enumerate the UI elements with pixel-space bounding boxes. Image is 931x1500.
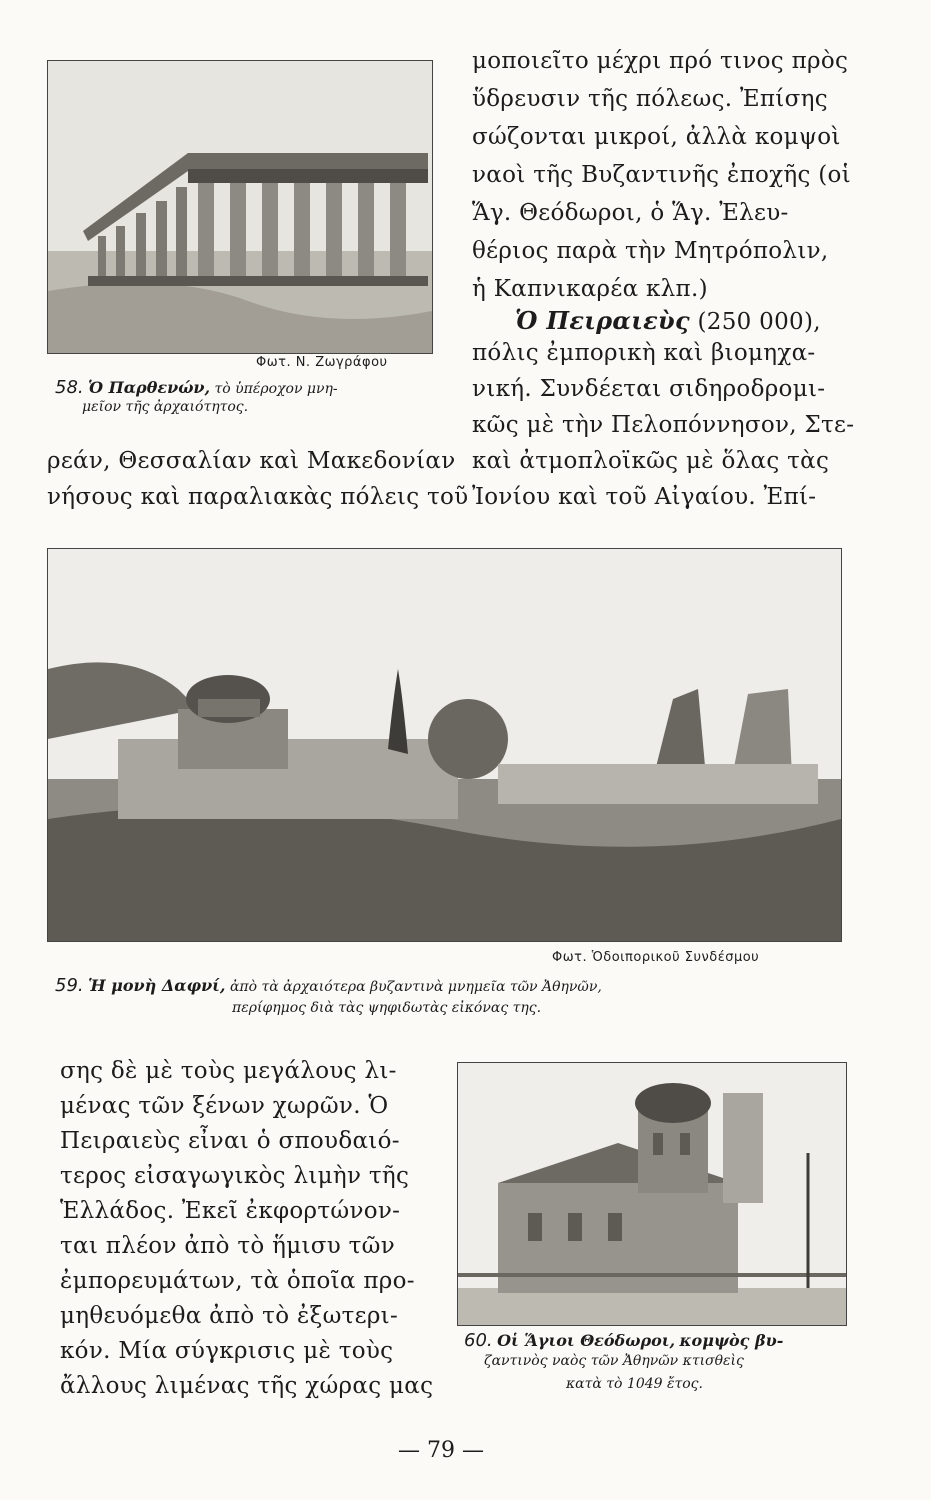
photo60-desc-line1: κομψὸς βυ- — [679, 1331, 784, 1350]
left-text-line: νήσους καὶ παραλιακὰς πόλεις τοῦ — [47, 484, 469, 510]
bottom-text-line: Ἑλλάδος. Ἐκεῖ ἐκφορτώνον- — [60, 1198, 401, 1224]
bottom-text-line: τερος εἰσαγωγικὸς λιμὴν τῆς — [60, 1163, 410, 1189]
photo60-caption-line1 — [464, 1330, 783, 1351]
right-text-line: σώζονται μικροί, ἀλλὰ κομψοὶ — [472, 124, 841, 150]
right-text-line: καὶ ἀτμοπλοϊκῶς μὲ ὅλας τὰς — [472, 448, 830, 474]
right-text-line: θέριος παρὰ τὴν Μητρόπολιν, — [472, 238, 829, 264]
photo58-desc-line2: μεῖον τῆς ἀρχαιότητος. — [82, 399, 249, 415]
right-text-line: πόλις ἐμπορικὴ καὶ βιομηχα- — [472, 340, 816, 366]
right-text-line: ἡ Καπνικαρέα κλπ.) — [472, 276, 708, 302]
right-text-line: Ἅγ. Θεόδωροι, ὁ Ἅγ. Ἐλευ- — [472, 200, 789, 226]
bottom-text-line: Πειραιεὺς εἶναι ὁ σπουδαιό- — [60, 1128, 400, 1154]
page-number: — 79 — — [398, 1438, 484, 1463]
photo58-desc-line1: τὸ ὑπέροχον μνη- — [214, 381, 338, 397]
photo58-credit: Φωτ. Ν. Ζωγράφου — [256, 355, 388, 370]
bottom-text-line: σης δὲ μὲ τοὺς μεγάλους λι- — [60, 1058, 397, 1084]
photo60-desc-line2: ζαντινὸς ναὸς τῶν Ἀθηνῶν κτισθεὶς — [484, 1353, 744, 1369]
bottom-text-line: μένας τῶν ξένων χωρῶν. Ὁ — [60, 1093, 389, 1119]
piraeus-heading-line — [515, 306, 821, 335]
right-text-line: κῶς μὲ τὴν Πελοπόννησον, Στε- — [472, 412, 855, 438]
photo58-caption-line1 — [55, 377, 338, 398]
photo59-caption-line1 — [55, 975, 602, 996]
parthenon-photo — [47, 60, 433, 354]
bottom-text-line: ἐμπορευμάτων, τὰ ὁποῖα προ- — [60, 1268, 415, 1294]
bottom-text-line: κόν. Μία σύγκρισις μὲ τοὺς — [60, 1338, 394, 1364]
photo59-credit: Φωτ. Ὁδοιπορικοῦ Συνδέσμου — [552, 950, 760, 965]
photo60-number: 60. — [464, 1330, 493, 1351]
photo60-desc-line3: κατὰ τὸ 1049 ἔτος. — [566, 1376, 703, 1392]
photo59-number: 59. — [55, 975, 84, 996]
right-text-line: μοποιεῖτο μέχρι πρό τινος πρὸς — [472, 48, 849, 74]
right-text-line: νική. Συνδέεται σιδηροδρομι- — [472, 376, 826, 402]
right-text-line: ὕδρευσιν τῆς πόλεως. Ἐπίσης — [472, 86, 828, 112]
piraeus-population: (250 000), — [697, 309, 821, 335]
bottom-text-line: ἄλλους λιμένας τῆς χώρας μας — [60, 1373, 434, 1399]
right-text-line: ναοὶ τῆς Βυζαντινῆς ἐποχῆς (οἱ — [472, 162, 851, 188]
photo58-number: 58. — [55, 377, 84, 398]
daphni-photo — [47, 548, 842, 942]
agioi-theodoroi-photo — [457, 1062, 847, 1326]
bottom-text-line: ται πλέον ἀπὸ τὸ ἥμισυ τῶν — [60, 1233, 396, 1259]
left-text-line: ρεάν, Θεσσαλίαν καὶ Μακεδονίαν — [47, 448, 456, 474]
piraeus-heading: Ὁ Πειραιεὺς — [515, 306, 690, 335]
photo58-title: Ὁ Παρθενών, — [88, 378, 211, 397]
photo60-title: Οἱ Ἅγιοι Θεόδωροι, — [497, 1331, 676, 1350]
photo59-title: Ἡ μονὴ Δαφνί, — [88, 976, 226, 995]
bottom-text-line: μηθευόμεθα ἀπὸ τὸ ἐξωτερι- — [60, 1303, 399, 1329]
right-text-line: Ἰονίου καὶ τοῦ Αἰγαίου. Ἐπί- — [472, 484, 817, 510]
photo59-desc-line2: περίφημος διὰ τὰς ψηφιδωτὰς εἰκόνας της. — [232, 1000, 542, 1016]
photo59-desc-line1: ἀπὸ τὰ ἀρχαιότερα βυζαντινὰ μνημεῖα τῶν Ἀθηνῶν, — [229, 979, 602, 995]
